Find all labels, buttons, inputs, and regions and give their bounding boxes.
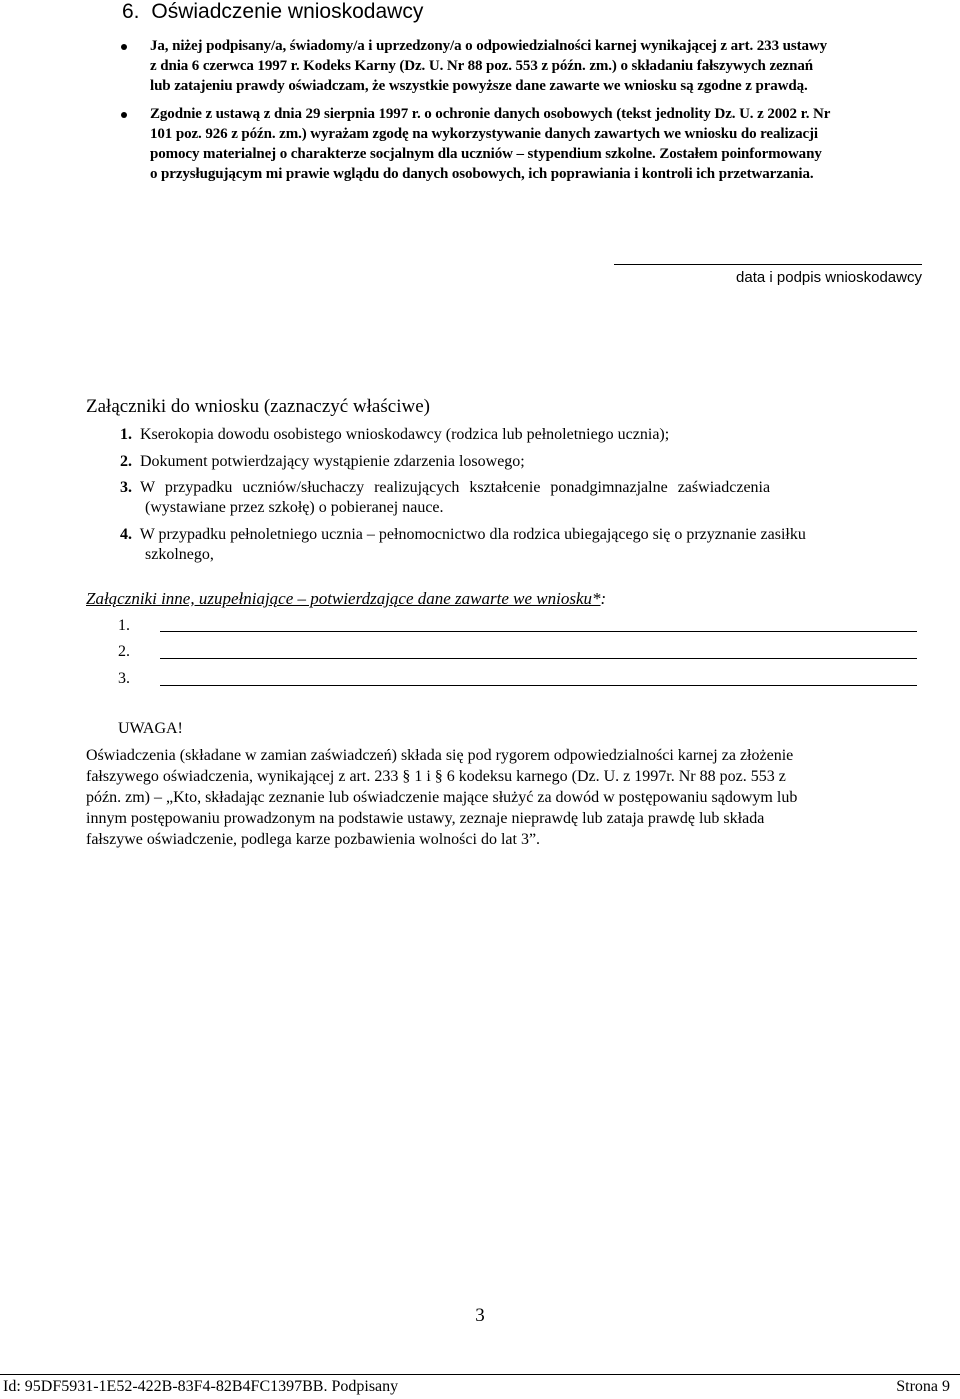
attachments-title-note: (zaznaczyć właściwe)	[263, 396, 430, 417]
declaration-line: z dnia 6 czerwca 1997 r. Kodeks Karny (Dz. U. Nr 88 poz. 553 z późn. zm.) o składaniu fałszywych zeznań	[150, 58, 814, 74]
warning-text	[86, 745, 922, 850]
signature-line[interactable]	[614, 264, 922, 265]
attachment-text: szkolnego,	[145, 546, 214, 563]
other-attachments-title: Załączniki inne, uzupełniające – potwierdzające dane zawarte we wniosku*	[86, 589, 601, 608]
declaration-line: Zgodnie z ustawą z dnia 29 sierpnia 1997 r. o ochronie danych osobowych (tekst jednolity Dz. U. z 2002 r. Nr	[150, 106, 831, 122]
section-number: 6.	[122, 0, 140, 23]
other-attachment-field-3[interactable]	[160, 685, 917, 686]
attachment-number: 1.	[120, 426, 132, 443]
warning-line: fałszywego oświadczenia, wynikającej z art. 233 § 1 i § 6 kodeksu karnego (Dz. U. z 1997r. Nr 88 poz. 553 z	[86, 768, 786, 785]
declaration-line: Ja, niżej podpisany/a, świadomy/a i uprzedzony/a o odpowiedzialności karnej wynikającej z art. 233 ustawy	[150, 38, 828, 54]
other-attachment-field-1[interactable]	[160, 631, 917, 632]
other-attachments-heading	[86, 589, 606, 609]
attachment-text: (wystawiane przez szkołę) o pobieranej nauce.	[145, 499, 444, 516]
declaration-line: lub zatajeniu prawdy oświadczam, że wszystkie powyższe dane zawarte we wniosku są zgodne z prawdą.	[150, 78, 808, 94]
attachment-text: W przypadku uczniów/słuchaczy realizujących kształcenie ponadgimnazjalne zaświadczenia	[140, 479, 771, 496]
declaration-data-consent	[150, 104, 922, 184]
declaration-line: 101 poz. 926 z późn. zm.) wyrażam zgodę na wykorzystywanie danych zawartych we wniosku do realizacji	[150, 126, 818, 142]
footer-divider	[0, 1374, 960, 1375]
warning-line: fałszywe oświadczenie, podlega karze pozbawienia wolności do lat 3”.	[86, 831, 541, 848]
declaration-line: pomocy materialnej o charakterze socjalnym dla uczniów – stypendium szkolne. Zostałem poinformowany	[150, 146, 822, 162]
attachment-item-3	[120, 478, 923, 518]
footer-document-id: Id: 95DF5931-1E52-422B-83F4-82B4FC1397BB. Podpisany	[3, 1378, 399, 1395]
attachment-text: W przypadku pełnoletniego ucznia – pełnomocnictwo dla rodzica ubiegającego się o przyznanie zasiłku	[139, 526, 806, 543]
attachment-number: 2.	[120, 453, 132, 470]
attachment-item-2	[120, 452, 923, 472]
other-attachment-number: 3.	[118, 670, 130, 687]
declaration-liability	[150, 36, 922, 96]
attachment-text: Dokument potwierdzający wystąpienie zdarzenia losowego;	[140, 453, 525, 470]
bullet-icon	[121, 44, 127, 50]
attachments-heading	[86, 396, 430, 418]
other-attachments-colon: :	[600, 589, 607, 608]
warning-line: innym postępowaniu prowadzonym na podstawie ustawy, zeznaje nieprawdę lub zataja prawdę lub składa	[86, 810, 765, 827]
section-title: Oświadczenie wnioskodawcy	[151, 0, 424, 23]
warning-title: UWAGA!	[118, 720, 183, 737]
declaration-line: o przysługującym mi prawie wglądu do danych osobowych, ich poprawiania i kontroli ich przetwarzania.	[150, 166, 814, 182]
warning-line: Oświadczenia (składane w zamian zaświadczeń) składa się pod rygorem odpowiedzialności karnej za złożenie	[86, 747, 794, 764]
other-attachment-field-2[interactable]	[160, 658, 917, 659]
attachment-number: 4.	[120, 526, 132, 543]
other-attachment-number: 2.	[118, 643, 130, 660]
footer-page-label: Strona 9	[896, 1378, 950, 1395]
attachment-item-4	[120, 525, 923, 565]
signature-label: data i podpis wnioskodawcy	[736, 269, 922, 286]
attachment-text: Kserokopia dowodu osobistego wnioskodawcy (rodzica lub pełnoletniego ucznia);	[140, 426, 670, 443]
warning-line: późn. zm) – „Kto, składając zeznanie lub oświadczenie mające służyć za dowód w postępowaniu sądowym lub	[86, 789, 798, 806]
other-attachment-number: 1.	[118, 617, 130, 634]
attachment-item-1	[120, 425, 923, 445]
bullet-icon	[121, 112, 127, 118]
page-number: 3	[475, 1305, 485, 1326]
attachment-number: 3.	[120, 479, 132, 496]
section-heading	[122, 0, 423, 24]
attachments-title: Załączniki do wniosku	[86, 396, 260, 417]
